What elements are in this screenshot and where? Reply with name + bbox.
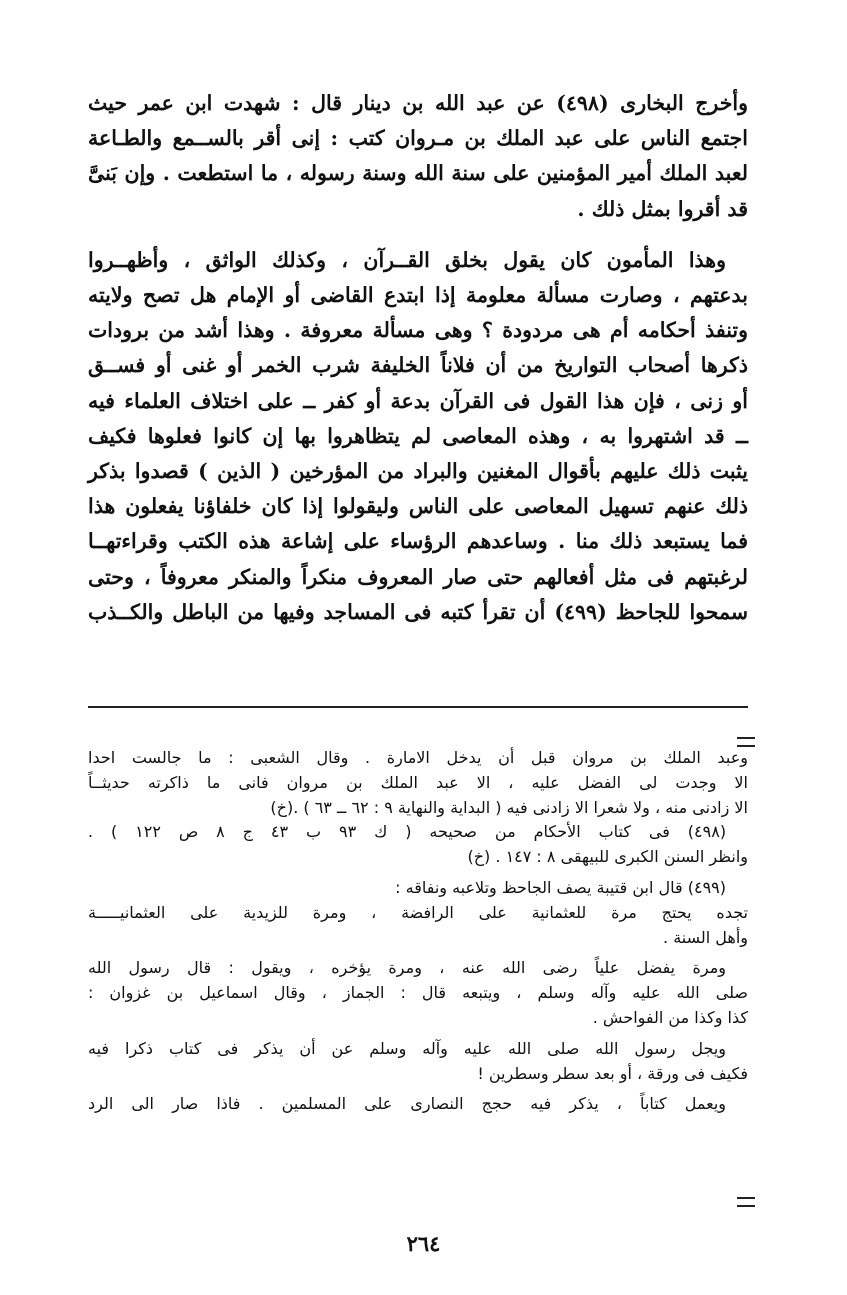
main-text (88, 86, 748, 630)
footnote-line: كذا وكذا من الفواحش . (592, 1007, 748, 1027)
footnote-line: وأهل السنة . (663, 927, 748, 947)
text-line: ــ قد اشتهروا به ، وهذه المعاصى لم يتظاهروا بها إن كانوا فعلوها فكيف (88, 423, 748, 448)
page-number: ٢٦٤ (406, 1231, 441, 1256)
footnote-line: ومرة يفضل علياً رضى الله عنه ، ومرة يؤخره ، ويقول : قال رسول الله (88, 958, 726, 978)
footnote-continuation (88, 746, 748, 820)
text-line: وأخرج البخارى (٤٩٨) عن عبد الله بن دينار قال : شهدت ابن عمر حيث (88, 91, 748, 115)
paragraph-bukhari (88, 86, 748, 227)
text-line: يثبت ذلك عليهم بأقوال المغنين والبراد من المؤرخين ( الذين ) قصدوا بذكر (88, 459, 748, 484)
text-line: لرغبتهم فى مثل أفعالهم حتى صار المعروف منكراً والمنكر معروفاً ، وحتى (88, 564, 748, 589)
footnote-line: تجده يحتج مرة للعثمانية على الرافضة ، ومرة للزيدية على العثمانيـــــة (88, 902, 748, 922)
footnote-line: صلى الله عليه وآله وسلم ، ويتبعه قال : الجماز ، وقال اسماعيل بن غزوان : (88, 983, 748, 1003)
footnote-line: الا وجدت لى الفضل عليه ، الا عبد الملك بن مروان فانى ما ذاكرته حديثــاً (88, 772, 748, 792)
text-line: سمحوا للجاحظ (٤٩٩) أن تقرأ كتبه فى المساجد وفيها من الباطل والكــذب (88, 599, 748, 624)
footnote-line: (٤٩٨) فى كتاب الأحكام من صحيحه ( ك ٩٣ ب ٤٣ ج ٨ ص ١٢٢ ) . (88, 822, 727, 842)
footnote-separator (88, 706, 748, 708)
text-line: ذكرها أصحاب التواريخ من أن فلاناً الخليفة شرب الخمر أو غنى أو فســق (88, 353, 748, 378)
footnote-line: ويجل رسول الله صلى الله عليه وآله وسلم عن أن يذكر فى كتاب ذكرا فيه (88, 1038, 726, 1058)
paragraph-mamun (88, 243, 748, 630)
footnote-499 (88, 876, 748, 1117)
text-line: قد أقروا بمثل ذلك . (577, 196, 748, 221)
footnote-498 (88, 820, 748, 870)
footnote-line: ويعمل كتاباً ، يذكر فيه حجج النصارى على المسلمين . فاذا صار الى الرد (88, 1094, 726, 1114)
text-line: فما يستبعد ذلك منا . وساعدهم الرؤساء على إشاعة هذه الكتب وقراءتهــا (88, 529, 748, 554)
footnote-line: (٤٩٩) قال ابن قتيبة يصف الجاحظ وتلاعبه ونفاقه : (395, 877, 726, 897)
text-line: وتنفذ أحكامه أم هى مردودة ؟ وهى مسألة معروفة . وهذا أشد من برودات (88, 318, 748, 343)
text-line: بدعتهم ، وصارت مسألة معلومة إذا ابتدع القاضى أو الإمام هل تصح ولايته (88, 283, 748, 308)
text-line: ذلك عنهم تسهيل المعاصى على الناس وليقولوا إذا كان خلفاؤنا يفعلون هذا (88, 494, 748, 519)
footnote-line: فكيف فى ورقة ، أو بعد سطر وسطرين ! (477, 1063, 748, 1083)
text-line: لعبد الملك أمير المؤمنين على سنة الله وسنة رسوله ، ما استطعت . وإن بَنىَّ (88, 161, 748, 186)
text-line: اجتمع الناس على عبد الملك بن مـروان كتب : إنى أقر بالســمع والطـاعة (88, 126, 748, 151)
continuation-mark-icon (737, 1197, 755, 1207)
footnote-line: وانظر السنن الكبرى للبيهقى ٨ : ١٤٧ . (خ) (467, 847, 748, 867)
footnotes (88, 746, 748, 1117)
footnote-line: وعبد الملك بن مروان قبل أن يدخل الامارة . وقال الشعبى : ما جالست احدا (88, 748, 748, 767)
paragraph-gap (88, 227, 748, 243)
text-line: وهذا المأمون كان يقول بخلق القــرآن ، وكذلك الواثق ، وأظهــروا (88, 247, 726, 272)
footnote-line: الا زادنى منه ، ولا شعرا الا زادنى فيه ( البداية والنهاية ٩ : ٦٢ ــ ٦٣ ) .(خ) (270, 797, 748, 817)
text-line: أو زنى ، فإن هذا القول فى القرآن بدعة أو كفر ــ على اختلاف العلماء فيه (88, 388, 748, 413)
